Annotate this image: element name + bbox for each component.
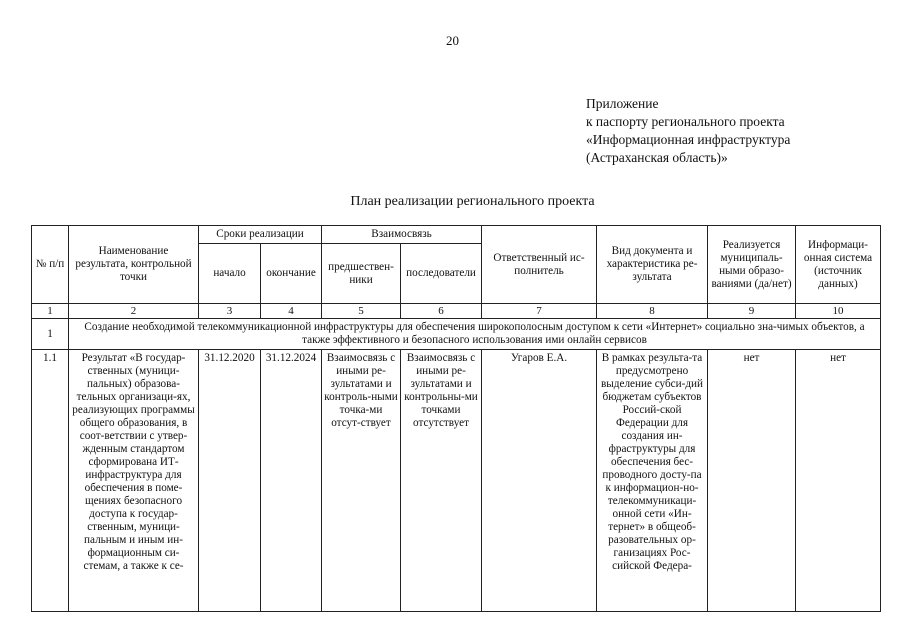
column-number: 10 [796, 304, 881, 319]
header-name: Наименование результата, контрольной точки [69, 226, 199, 304]
header-doc-type: Вид документа и характеристика ре-зультата [597, 226, 708, 304]
header-end: окончание [261, 244, 322, 304]
column-number: 3 [199, 304, 261, 319]
table-row [32, 350, 881, 612]
header-num: № п/п [32, 226, 69, 304]
section-title: Создание необходимой телекоммуникационной инфраструктуры для обеспечения широкополосным доступом к сети «Интернет» социально зна-чимых объектов, а также эффективного и безопасного использования ими онлайн сервисов [69, 319, 881, 350]
row-doc-type: В рамках результа-та предусмотрено выделение субси-дий бюджетам субъектов Россий-ской Федерации для создания ин-фраструктуры для обеспечения бес-проводного досту-па к информацион-но-телекоммуникаци-онной сети «Ин-тернет» в общеоб-разовательных ор-ганизациях Рос-сийской Федера- [597, 350, 708, 612]
row-municipal: нет [708, 350, 796, 612]
section-number: 1 [32, 319, 69, 350]
row-number: 1.1 [32, 350, 69, 612]
column-number: 4 [261, 304, 322, 319]
header-responsible: Ответственный ис-полнитель [482, 226, 597, 304]
column-number: 7 [482, 304, 597, 319]
header-row [32, 226, 881, 244]
column-numbers-row [32, 304, 881, 319]
column-number: 2 [69, 304, 199, 319]
appendix-line: «Информационная инфраструктура [586, 132, 791, 147]
row-end-date: 31.12.2024 [261, 350, 322, 612]
header-deadlines: Сроки реализации [199, 226, 322, 244]
row-predecessors: Взаимосвязь с иными ре-зультатами и контроль-ными точка-ми отсут-ствует [322, 350, 401, 612]
header-predecessors: предшествен-ники [322, 244, 401, 304]
appendix-line: (Астраханская область)» [586, 150, 728, 165]
header-relation: Взаимосвязь [322, 226, 482, 244]
section-row [32, 319, 881, 350]
column-number: 6 [401, 304, 482, 319]
row-successors: Взаимосвязь с иными ре-зультатами и контрольны-ми точками отсутствует [401, 350, 482, 612]
document-title: План реализации регионального проекта [350, 194, 595, 209]
appendix-line: к паспорту регионального проекта [586, 114, 785, 129]
page-number: 20 [446, 33, 459, 48]
appendix-block [586, 95, 790, 167]
header-successors: последователи [401, 244, 482, 304]
plan-table [31, 225, 881, 612]
header-info-system: Информаци-онная система (источник данных) [796, 226, 881, 304]
column-number: 5 [322, 304, 401, 319]
header-start: начало [199, 244, 261, 304]
header-municipal: Реализуется муниципаль-ными образо-ваниями (да/нет) [708, 226, 796, 304]
row-responsible: Угаров Е.А. [482, 350, 597, 612]
appendix-line: Приложение [586, 96, 659, 111]
column-number: 8 [597, 304, 708, 319]
column-number: 9 [708, 304, 796, 319]
column-number: 1 [32, 304, 69, 319]
row-result-name: Результат «В государ-ственных (муници-пальных) образова-тельных организаци-ях, реализующих программы общего образования, в соот-ветствии с утвер-жденным стандартом сформирована ИТ-инфраструктура для обеспечения в поме-щениях безопасного доступа к государ-ственным, муници-пальным и иным ин-формационным си-стемам, а также к се- [69, 350, 199, 612]
row-start-date: 31.12.2020 [199, 350, 261, 612]
row-info-system: нет [796, 350, 881, 612]
